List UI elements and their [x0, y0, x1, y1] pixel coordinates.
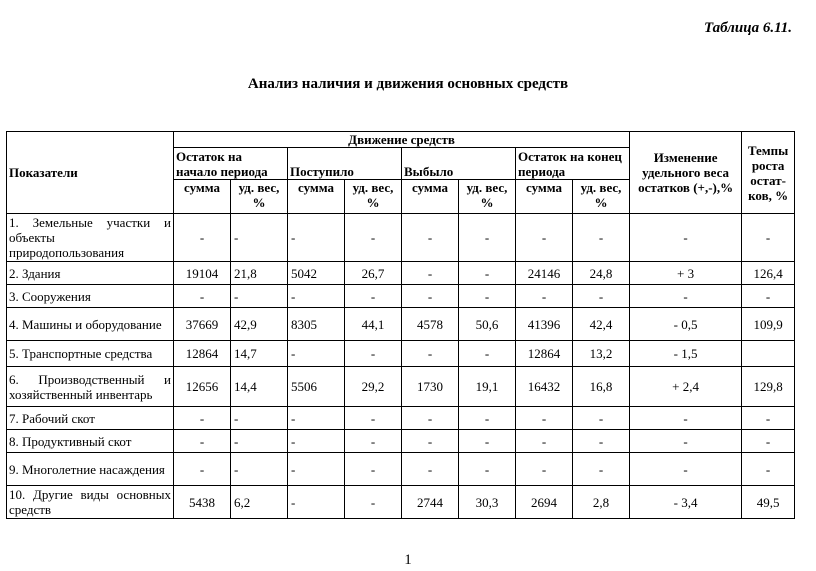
table-cell: - — [402, 262, 459, 285]
table-cell: 5506 — [288, 367, 345, 407]
table-row — [7, 285, 795, 308]
header-group-start: Остаток на начало периода — [174, 148, 288, 180]
row-label: 6. Производственный и хозяйственный инвентарь — [7, 367, 174, 407]
table-cell: 29,2 — [345, 367, 402, 407]
table-cell: - — [402, 453, 459, 486]
fixed-assets-table — [6, 131, 795, 519]
table-cell: - — [516, 453, 573, 486]
table-row — [7, 486, 795, 519]
table-cell: - — [630, 214, 742, 262]
table-cell: - — [402, 407, 459, 430]
table-cell: - — [288, 285, 345, 308]
table-cell: - — [288, 430, 345, 453]
table-cell: 44,1 — [345, 308, 402, 341]
row-label: 3. Сооружения — [7, 285, 174, 308]
table-cell: - — [231, 430, 288, 453]
header-sum: сумма — [516, 180, 573, 214]
table-cell: - — [573, 430, 630, 453]
table-row — [7, 214, 795, 262]
table-cell: 5042 — [288, 262, 345, 285]
table-cell: + 3 — [630, 262, 742, 285]
table-cell: - — [516, 407, 573, 430]
table-cell: - — [174, 430, 231, 453]
table-cell: - — [459, 341, 516, 367]
table-cell: - — [630, 285, 742, 308]
table-cell: - — [630, 430, 742, 453]
table-cell: - — [742, 214, 795, 262]
header-share: уд. вес, % — [459, 180, 516, 214]
header-share: уд. вес, % — [573, 180, 630, 214]
table-cell: 24,8 — [573, 262, 630, 285]
table-cell: 1730 — [402, 367, 459, 407]
table-cell: - — [231, 453, 288, 486]
table-cell: - — [459, 407, 516, 430]
table-cell: - — [345, 430, 402, 453]
table-cell: 16,8 — [573, 367, 630, 407]
header-indicators: Показатели — [7, 132, 174, 214]
table-cell: 16432 — [516, 367, 573, 407]
table-cell: - — [402, 430, 459, 453]
table-cell: - — [174, 453, 231, 486]
table-cell: - 1,5 — [630, 341, 742, 367]
header-group-in: Поступило — [288, 148, 402, 180]
table-cell: - — [288, 486, 345, 519]
header-share: уд. вес, % — [231, 180, 288, 214]
row-label: 10. Другие виды основных средств — [7, 486, 174, 519]
table-cell: - — [345, 407, 402, 430]
table-cell: 12864 — [174, 341, 231, 367]
row-label: 5. Транспортные средства — [7, 341, 174, 367]
table-cell: - — [345, 214, 402, 262]
table-cell: - — [742, 285, 795, 308]
table-cell: - — [174, 214, 231, 262]
table-cell: 8305 — [288, 308, 345, 341]
header-sum: сумма — [174, 180, 231, 214]
table-cell: - — [459, 453, 516, 486]
table-row — [7, 262, 795, 285]
table-cell: - — [459, 262, 516, 285]
table-cell: 4578 — [402, 308, 459, 341]
table-cell: - — [345, 285, 402, 308]
table-cell: 42,4 — [573, 308, 630, 341]
table-cell: - — [231, 285, 288, 308]
table-cell: 6,2 — [231, 486, 288, 519]
table-cell: - — [288, 214, 345, 262]
table-cell: 26,7 — [345, 262, 402, 285]
table-cell: 50,6 — [459, 308, 516, 341]
table-cell: 14,7 — [231, 341, 288, 367]
table-cell: - — [573, 285, 630, 308]
table-cell: - — [459, 285, 516, 308]
table-cell: - — [174, 407, 231, 430]
table-cell: - — [231, 214, 288, 262]
table-body — [7, 214, 795, 519]
table-row — [7, 430, 795, 453]
table-cell: - 0,5 — [630, 308, 742, 341]
table-cell: - — [573, 214, 630, 262]
table-row — [7, 367, 795, 407]
table-cell: 24146 — [516, 262, 573, 285]
row-label: 4. Машины и оборудование — [7, 308, 174, 341]
table-cell: 41396 — [516, 308, 573, 341]
table-cell: 109,9 — [742, 308, 795, 341]
table-row — [7, 453, 795, 486]
header-change: Изменение удельного веса остатков (+,-),% — [630, 132, 742, 214]
document-title: Анализ наличия и движения основных средств — [247, 76, 569, 92]
table-cell: - — [345, 341, 402, 367]
table-cell: - — [345, 453, 402, 486]
table-cell: - — [573, 453, 630, 486]
table-cell: - — [516, 430, 573, 453]
table-cell: 129,8 — [742, 367, 795, 407]
table-cell: 19,1 — [459, 367, 516, 407]
row-label: 7. Рабочий скот — [7, 407, 174, 430]
table-cell: - — [345, 486, 402, 519]
table-cell: 2,8 — [573, 486, 630, 519]
header-growth: Темпы роста остат-ков, % — [742, 132, 795, 214]
table-cell: - — [174, 285, 231, 308]
table-cell: 14,4 — [231, 367, 288, 407]
header-share: уд. вес, % — [345, 180, 402, 214]
table-cell: 126,4 — [742, 262, 795, 285]
table-cell: 21,8 — [231, 262, 288, 285]
table-cell: 37669 — [174, 308, 231, 341]
table-cell: - — [288, 407, 345, 430]
table-cell: 49,5 — [742, 486, 795, 519]
table-cell: - — [516, 214, 573, 262]
table-row — [7, 407, 795, 430]
table-reference: Таблица 6.11. — [703, 20, 792, 36]
row-label: 8. Продуктивный скот — [7, 430, 174, 453]
header-movement: Движение средств — [174, 132, 630, 148]
table-cell: 19104 — [174, 262, 231, 285]
table-cell: - — [288, 341, 345, 367]
table-cell: 5438 — [174, 486, 231, 519]
table-cell: 42,9 — [231, 308, 288, 341]
table-cell: - — [288, 453, 345, 486]
table-cell — [742, 341, 795, 367]
table-cell: - — [573, 407, 630, 430]
page-number: 1 — [404, 552, 412, 568]
header-sum: сумма — [288, 180, 345, 214]
table-cell: 12656 — [174, 367, 231, 407]
header-group-out: Выбыло — [402, 148, 516, 180]
header-sum: сумма — [402, 180, 459, 214]
table-cell: - — [231, 407, 288, 430]
table-row — [7, 308, 795, 341]
table-cell: - — [630, 453, 742, 486]
table-row — [7, 341, 795, 367]
table-cell: - — [516, 285, 573, 308]
table-cell: 2744 — [402, 486, 459, 519]
table-cell: 30,3 — [459, 486, 516, 519]
table-cell: - — [742, 453, 795, 486]
table-cell: - — [630, 407, 742, 430]
table-cell: - — [742, 430, 795, 453]
table-cell: - — [402, 285, 459, 308]
table-cell: 13,2 — [573, 341, 630, 367]
table-cell: - — [459, 430, 516, 453]
row-label: 9. Многолетние насаждения — [7, 453, 174, 486]
row-label: 2. Здания — [7, 262, 174, 285]
table-cell: + 2,4 — [630, 367, 742, 407]
table-cell: - — [742, 407, 795, 430]
header-group-end: Остаток на конец периода — [516, 148, 630, 180]
table-cell: - 3,4 — [630, 486, 742, 519]
table-cell: - — [402, 214, 459, 262]
table-cell: 12864 — [516, 341, 573, 367]
table-cell: - — [459, 214, 516, 262]
table-cell: - — [402, 341, 459, 367]
table-cell: 2694 — [516, 486, 573, 519]
row-label: 1. Земельные участки и объекты природопользования — [7, 214, 174, 262]
